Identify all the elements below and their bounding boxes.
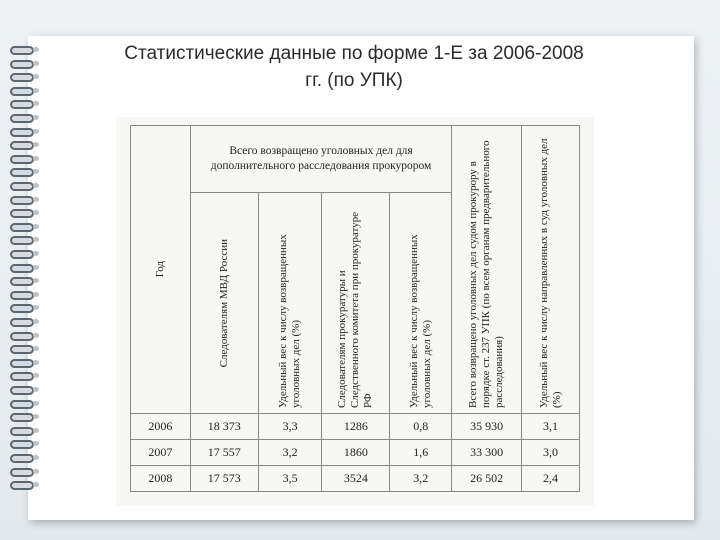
cell-year: 2006 [131, 414, 191, 440]
cell-year: 2007 [131, 440, 191, 466]
cell-mvd-share: 3,2 [258, 440, 322, 466]
spiral-ring [10, 479, 40, 490]
header-prosecutor-investigators: Следователям прокуратуры и Следственного комитета при прокуратуре РФ [322, 193, 390, 414]
spiral-ring [10, 85, 40, 96]
slide-title [54, 40, 654, 94]
spiral-ring [10, 58, 40, 69]
spiral-ring [10, 343, 40, 354]
spiral-ring [10, 438, 40, 449]
spiral-ring [10, 139, 40, 150]
spiral-ring [10, 370, 40, 381]
spiral-ring [10, 411, 40, 422]
cell-prosecutor: 1860 [322, 440, 390, 466]
spiral-ring [10, 194, 40, 205]
spiral-ring [10, 275, 40, 286]
spiral-ring [10, 234, 40, 245]
header-returned-by-court: Всего возвращено уголовных дел судом прокурору в порядке ст. 237 УПК (по всем органам предварительного расследования) [452, 126, 522, 414]
cell-prosecutor-share: 1,6 [390, 440, 452, 466]
spiral-ring [10, 126, 40, 137]
statistics-table [130, 125, 580, 492]
table-row [131, 466, 580, 492]
cell-mvd-share: 3,3 [258, 414, 322, 440]
table-row [131, 440, 580, 466]
spiral-ring [10, 384, 40, 395]
cell-mvd: 17 557 [190, 440, 258, 466]
header-mvd-share: Удельный вес к числу возвращенных уголовных дел (%) [258, 193, 322, 414]
spiral-ring [10, 166, 40, 177]
cell-court-share: 3,1 [522, 414, 580, 440]
spiral-ring [10, 289, 40, 300]
header-prosecutor-share: Удельный вес к числу возвращенных уголовных дел (%) [390, 193, 452, 414]
spiral-ring [10, 262, 40, 273]
cell-prosecutor-share: 3,2 [390, 466, 452, 492]
table-row [131, 414, 580, 440]
slide-title-line-2: гг. (по УПК) [305, 70, 403, 91]
spiral-ring [10, 207, 40, 218]
cell-prosecutor: 3524 [322, 466, 390, 492]
spiral-ring [10, 316, 40, 327]
cell-court-share: 3,0 [522, 440, 580, 466]
header-year: Год [131, 126, 191, 414]
spiral-ring [10, 112, 40, 123]
slide-title-line-1: Статистические данные по форме 1-Е за 2006-2008 [124, 43, 584, 64]
cell-court: 35 930 [452, 414, 522, 440]
cell-mvd: 17 573 [190, 466, 258, 492]
spiral-ring [10, 98, 40, 109]
scanned-table-image [116, 117, 594, 506]
spiral-ring [10, 398, 40, 409]
header-returned-by-prosecutor: Всего возвращено уголовных дел для дополнительного расследования прокурором [190, 126, 451, 193]
cell-prosecutor: 1286 [322, 414, 390, 440]
spiral-binding [10, 44, 44, 494]
cell-court: 26 502 [452, 466, 522, 492]
header-mvd-investigators: Следователям МВД России [190, 193, 258, 414]
cell-court: 33 300 [452, 440, 522, 466]
header-court-share: Удельный вес к числу направленных в суд уголовных дел (%) [522, 126, 580, 414]
spiral-ring [10, 221, 40, 232]
cell-prosecutor-share: 0,8 [390, 414, 452, 440]
spiral-ring [10, 425, 40, 436]
spiral-ring [10, 180, 40, 191]
cell-year: 2008 [131, 466, 191, 492]
cell-court-share: 2,4 [522, 466, 580, 492]
spiral-ring [10, 330, 40, 341]
cell-mvd-share: 3,5 [258, 466, 322, 492]
cell-mvd: 18 373 [190, 414, 258, 440]
spiral-ring [10, 452, 40, 463]
spiral-ring [10, 466, 40, 477]
spiral-ring [10, 71, 40, 82]
spiral-ring [10, 357, 40, 368]
spiral-ring [10, 153, 40, 164]
spiral-ring [10, 44, 40, 55]
spiral-ring [10, 302, 40, 313]
spiral-ring [10, 248, 40, 259]
